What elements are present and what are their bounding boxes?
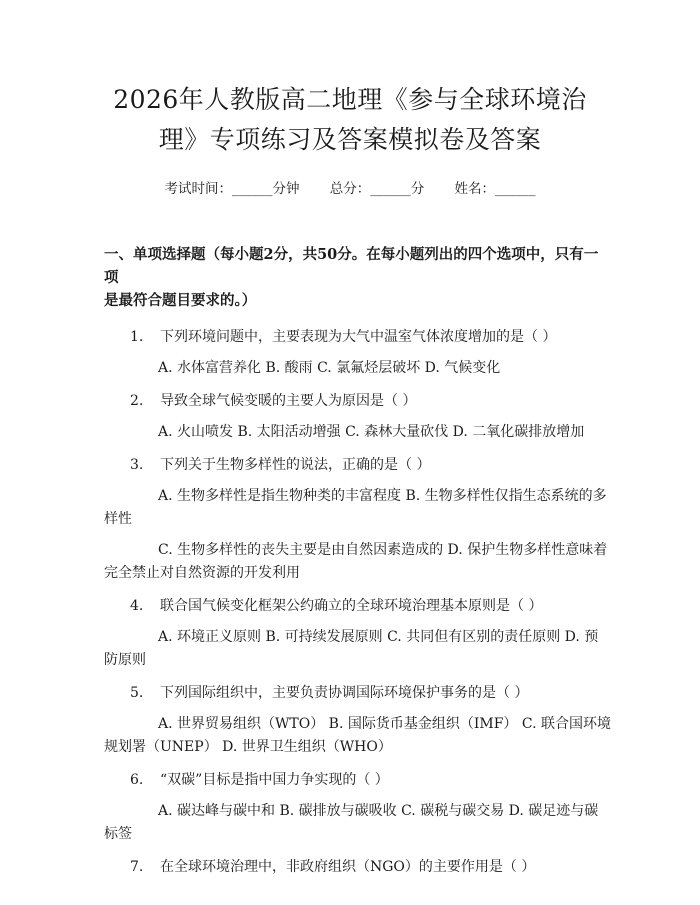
question-stem: 下列关于生物多样性的说法，正确的是（ ） [160, 457, 431, 473]
question-options [104, 713, 612, 759]
section-heading: 一、单项选择题（每小题2分，共50分。在每小题列出的四个选项中，只有一项 是最符合题目要求的。） [104, 246, 599, 309]
student-name: 姓名：______ [454, 181, 536, 197]
option-line: C. 生物多样性的丧失主要是由自然因素造成的 D. 保护生物多样性意味着完全禁止对自然资源的开发利用 [104, 542, 608, 581]
question-options [104, 357, 612, 380]
exam-total-score: 总分：______分 [329, 181, 425, 197]
title-line-2: 理》专项练习及答案模拟卷及答案 [158, 125, 542, 154]
question-number: 5. [130, 685, 144, 701]
question-6 [104, 769, 612, 846]
question-stem: 在全球环境治理中，非政府组织（NGO）的主要作用是（ ） [160, 859, 536, 875]
question-number: 7. [130, 859, 144, 875]
question-number: 4. [130, 598, 144, 614]
option-line: A. 火山喷发 B. 太阳活动增强 C. 森林大量砍伐 D. 二氧化碳排放增加 [158, 424, 585, 440]
question-options [104, 800, 612, 846]
question-1 [104, 326, 612, 380]
question-stem: 联合国气候变化框架公约确立的全球环境治理基本原则是（ ） [160, 598, 543, 614]
question-number: 1. [130, 329, 144, 345]
option-line: A. 环境正义原则 B. 可持续发展原则 C. 共同但有区别的责任原则 D. 预防原则 [104, 629, 599, 668]
question-stem: 下列国际组织中，主要负责协调国际环境保护事务的是（ ） [160, 685, 529, 701]
question-options [104, 485, 612, 585]
question-stem: 下列环境问题中，主要表现为大气中温室气体浓度增加的是（ ） [160, 329, 557, 345]
title-line-1: 2026年人教版高二地理《参与全球环境治 [113, 85, 587, 114]
exam-title [88, 80, 612, 160]
question-2 [104, 390, 612, 444]
option-line: A. 生物多样性是指生物种类的丰富程度 B. 生物多样性仅指生态系统的多样性 [104, 488, 607, 527]
question-number: 3. [130, 457, 144, 473]
option-line: A. 碳达峰与碳中和 B. 碳排放与碳吸收 C. 碳税与碳交易 D. 碳足迹与碳标签 [104, 803, 599, 842]
question-number: 6. [130, 772, 144, 788]
question-3 [104, 454, 612, 585]
question-4 [104, 595, 612, 672]
question-options [104, 421, 612, 444]
question-stem: “双碳”目标是指中国力争实现的（ ） [160, 772, 389, 788]
question-stem: 导致全球气候变暖的主要人为原因是（ ） [160, 393, 417, 409]
exam-time: 考试时间：______分钟 [164, 181, 300, 197]
question-number: 2. [130, 393, 144, 409]
option-line: A. 世界贸易组织（WTO） B. 国际货币基金组织（IMF） C. 联合国环境规划署（UNEP） D. 世界卫生组织（WHO） [104, 716, 611, 755]
question-5 [104, 682, 612, 759]
question-list [104, 326, 612, 879]
question-options [104, 626, 612, 672]
question-7 [104, 856, 612, 879]
exam-meta [88, 178, 612, 200]
option-line: A. 水体富营养化 B. 酸雨 C. 氯氟烃层破坏 D. 气候变化 [158, 360, 501, 376]
